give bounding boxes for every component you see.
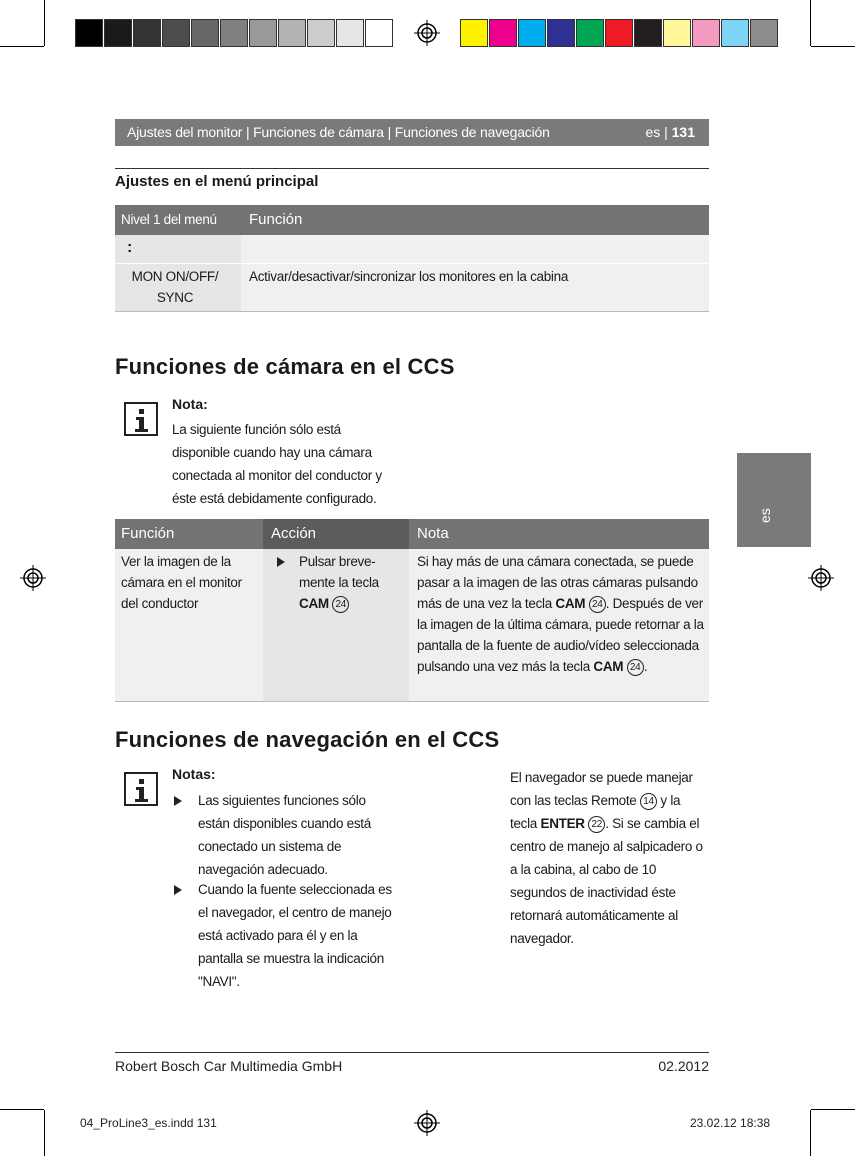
language-tab-label: es (757, 508, 773, 523)
table-row (115, 263, 241, 312)
registration-mark-icon (414, 1110, 440, 1136)
table-cell (409, 549, 709, 701)
color-swatch (162, 19, 190, 47)
col-header-function: Función (121, 525, 175, 542)
header-title: Ajustes del monitor | Funciones de cámara | Funciones de navegación (127, 124, 550, 140)
color-swatch (750, 19, 778, 47)
color-swatch (663, 19, 691, 47)
registration-mark-icon (808, 565, 834, 591)
registration-mark-icon (414, 20, 440, 46)
crop-mark (0, 46, 44, 47)
note-label: Nota: (172, 396, 208, 412)
header-page: 131 (671, 124, 695, 140)
color-swatch (133, 19, 161, 47)
color-swatch (634, 19, 662, 47)
table-header-cell (241, 205, 709, 235)
camera-table (115, 519, 709, 701)
notes-label: Notas: (172, 766, 216, 782)
row-function: Activar/desactivar/sincronizar los monitores en la cabina (249, 269, 569, 284)
language-tab (737, 453, 811, 547)
section-title: Funciones de cámara en el CCS (115, 354, 455, 379)
crop-mark (811, 1109, 855, 1110)
info-icon (124, 772, 158, 806)
page-header (115, 119, 709, 146)
color-swatch (460, 19, 488, 47)
color-swatch (547, 19, 575, 47)
divider (115, 168, 709, 169)
divider (115, 311, 709, 312)
section-subtitle: Ajustes en el menú principal (115, 173, 319, 190)
slug-datetime: 23.02.12 18:38 (690, 1116, 771, 1130)
key-number-icon: 24 (627, 659, 644, 676)
table-cell (115, 549, 263, 701)
section-title: Funciones de navegación en el CCS (115, 727, 500, 752)
color-swatch (721, 19, 749, 47)
table-row (241, 235, 709, 263)
table-header-cell (263, 519, 409, 549)
row-level: : (127, 239, 133, 256)
crop-mark (810, 1110, 811, 1156)
crop-mark (810, 0, 811, 46)
bullet-arrow-icon (174, 796, 182, 806)
color-swatch (75, 19, 103, 47)
footer-date: 02.2012 (658, 1058, 709, 1074)
color-swatch (518, 19, 546, 47)
color-swatch (220, 19, 248, 47)
color-swatch (576, 19, 604, 47)
crop-mark (811, 46, 855, 47)
nav-paragraph: El navegador se puede manejar con las teclas Remote 14 y la tecla ENTER 22 . Si se cambia el centro de manejo al salpicadero o a la cabina, al cabo de 10 segundos de inactividad éste retornará automáticamente al navegador. (510, 770, 703, 946)
bullet-arrow-icon (174, 885, 182, 895)
color-swatch (692, 19, 720, 47)
list-item: Cuando la fuente seleccionada es el navegador, el centro de manejo está activado para él y en la pantalla se muestra la indicación "NAVI". (198, 882, 392, 989)
color-swatch (336, 19, 364, 47)
bullet-arrow-icon (277, 557, 285, 567)
table-cell (263, 549, 409, 701)
slug-file: 04_ProLine3_es.indd 131 (80, 1116, 217, 1130)
crop-mark (44, 1110, 45, 1156)
col-header-note: Nota (417, 525, 449, 542)
color-swatch (605, 19, 633, 47)
color-swatch (489, 19, 517, 47)
color-swatch (104, 19, 132, 47)
color-swatch (278, 19, 306, 47)
col-header-action: Acción (271, 525, 317, 542)
key-number-icon: 24 (332, 596, 349, 613)
page-number (645, 124, 695, 140)
registration-mark-icon (20, 565, 46, 591)
key-number-icon: 22 (588, 816, 605, 833)
key-number-icon: 24 (589, 596, 606, 613)
col-header-function: Función (249, 211, 303, 228)
divider (115, 1052, 709, 1053)
table-row (241, 263, 709, 312)
row-level: MON ON/OFF/ SYNC (131, 269, 219, 305)
table-header-cell (115, 205, 241, 235)
key-number-icon: 14 (640, 793, 657, 810)
action-text: Pulsar breve-mente la tecla CAM 24 (299, 554, 379, 611)
row-note: Si hay más de una cámara conectada, se puede pasar a la imagen de las otras cámaras pulsando más de una vez la tecla CAM 24 . Después de ver la imagen de la última cámara, puede retornar a la pantalla de la fuente de audio/vídeo seleccionada pulsando una vez más la tecla CAM 24 . (417, 554, 704, 674)
crop-mark (44, 0, 45, 46)
list-item: Las siguientes funciones sólo están disponibles cuando está conectado un sistema de navegación adecuado. (198, 793, 371, 877)
footer-company: Robert Bosch Car Multimedia GmbH (115, 1058, 343, 1074)
color-swatch (191, 19, 219, 47)
table-header-cell (409, 519, 709, 549)
info-icon (124, 402, 158, 436)
table-row (115, 235, 241, 263)
color-swatch (307, 19, 335, 47)
table-header-cell (115, 519, 263, 549)
row-function: Ver la imagen de la cámara en el monitor del conductor (121, 554, 242, 611)
header-lang: es | (645, 124, 672, 140)
crop-mark (0, 1109, 44, 1110)
color-swatch (249, 19, 277, 47)
note-text: La siguiente función sólo está disponible cuando hay una cámara conectada al monitor del conductor y éste está debidamente configurado. (172, 422, 382, 506)
divider (115, 701, 709, 702)
col-header-level: Nivel 1 del menú (121, 212, 217, 227)
color-swatch (365, 19, 393, 47)
